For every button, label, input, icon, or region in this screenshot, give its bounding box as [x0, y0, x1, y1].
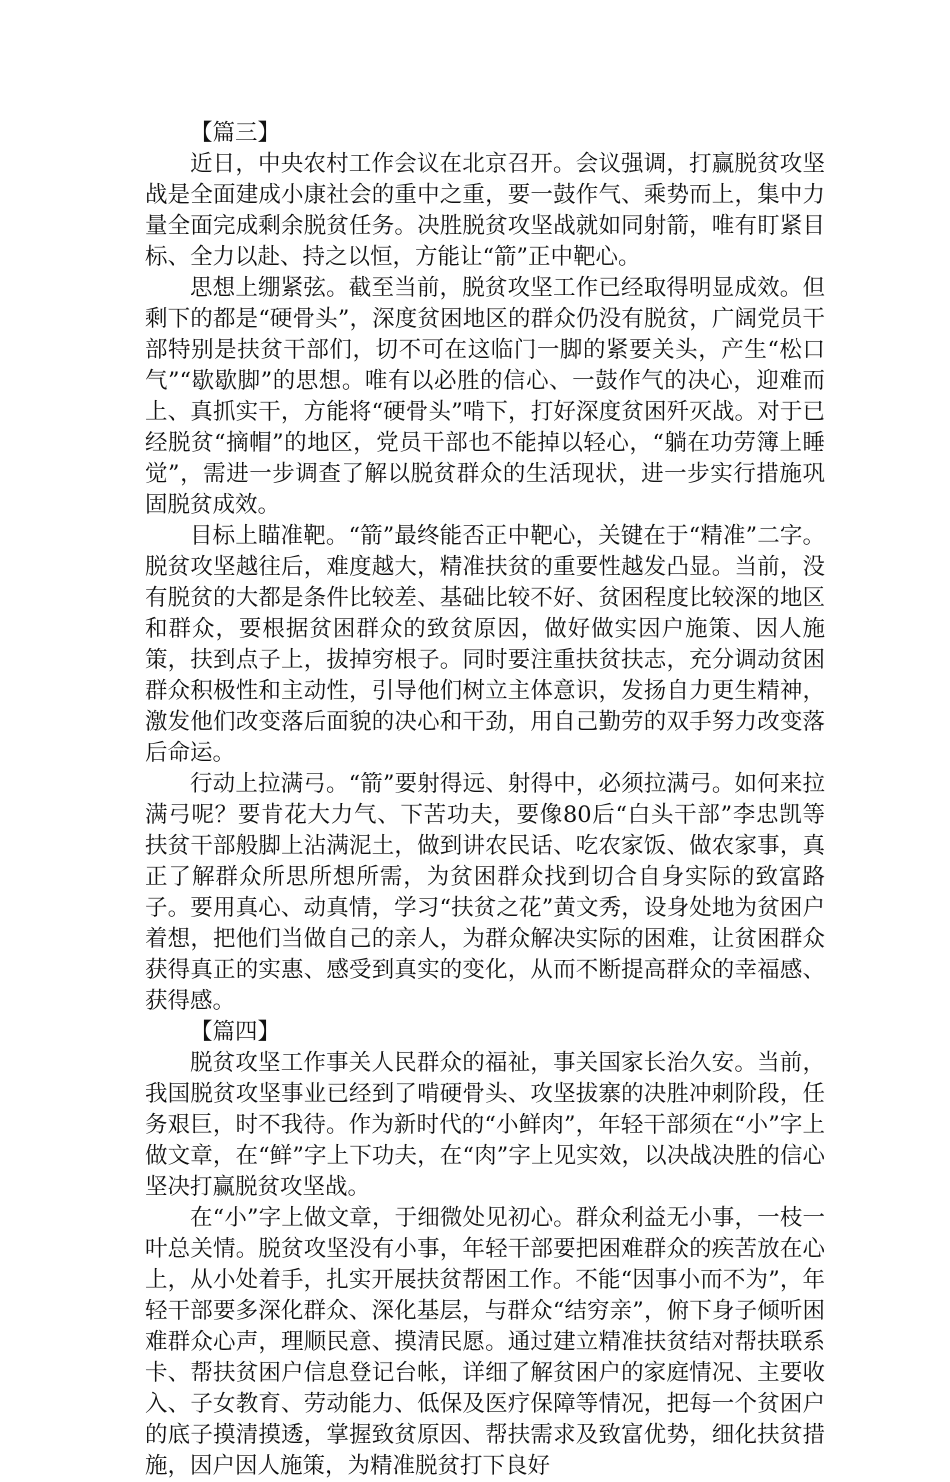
paragraph: 脱贫攻坚工作事关人民群众的福祉，事关国家长治久安。当前，我国脱贫攻坚事业已经到了啃硬骨头、攻坚拔寨的决胜冲刺阶段，任务艰巨，时不我待。作为新时代的“小鲜肉”，年轻干部须在“小”字上做文章，在“鲜”字上下功夫，在“肉”字上见实效，以决战决胜的信心坚决打赢脱贫攻坚战。 [145, 1050, 825, 1200]
section-4 [145, 1017, 825, 1482]
paragraph: 思想上绷紧弦。截至当前，脱贫攻坚工作已经取得明显成效。但剩下的都是“硬骨头”，深度贫困地区的群众仍没有脱贫，广阔党员干部特别是扶贫干部们，切不可在这临门一脚的紧要关头，产生“松口气”“歇歇脚”的思想。唯有以必胜的信心、一鼓作气的决心，迎难而上、真抓实干，方能将“硬骨头”啃下，打好深度贫困歼灭战。对于已经脱贫“摘帽”的地区，党员干部也不能掉以轻心，“躺在功劳簿上睡觉”，需进一步调查了解以脱贫群众的生活现状，进一步实行措施巩固脱贫成效。 [145, 275, 825, 518]
section-3 [145, 118, 825, 1017]
paragraph: 近日，中央农村工作会议在北京召开。会议强调，打赢脱贫攻坚战是全面建成小康社会的重中之重，要一鼓作气、乘势而上，集中力量全面完成剩余脱贫任务。决胜脱贫攻坚战就如同射箭，唯有盯紧目标、全力以赴、持之以恒，方能让“箭”正中靶心。 [145, 151, 825, 270]
paragraph: 在“小”字上做文章，于细微处见初心。群众利益无小事，一枝一叶总关情。脱贫攻坚没有小事，年轻干部要把困难群众的疾苦放在心上，从小处着手，扎实开展扶贫帮困工作。不能“因事小而不为”，年轻干部要多深化群众、深化基层，与群众“结穷亲”，俯下身子倾听困难群众心声，理顺民意、摸清民愿。通过建立精准扶贫结对帮扶联系卡、帮扶贫困户信息登记台帐，详细了解贫困户的家庭情况、主要收入、子女教育、劳动能力、低保及医疗保障等情况，把每一个贫困户的底子摸清摸透，掌握致贫原因、帮扶需求及致富优势，细化扶贫措施，因户因人施策，为精准脱贫打下良好 [145, 1205, 825, 1479]
section-heading: 【篇三】 [190, 120, 281, 146]
paragraph: 目标上瞄准靶。“箭”最终能否正中靶心，关键在于“精准”二字。脱贫攻坚越往后，难度越大，精准扶贫的重要性越发凸显。当前，没有脱贫的大都是条件比较差、基础比较不好、贫困程度比较深的地区和群众，要根据贫困群众的致贫原因，做好做实因户施策、因人施策，扶到点子上，拔掉穷根子。同时要注重扶贫扶志，充分调动贫困群众积极性和主动性，引导他们树立主体意识，发扬自力更生精神，激发他们改变落后面貌的决心和干劲，用自己勤劳的双手努力改变落后命运。 [145, 523, 825, 766]
document-page [145, 118, 825, 1482]
section-heading: 【篇四】 [190, 1019, 281, 1045]
paragraph: 行动上拉满弓。“箭”要射得远、射得中，必须拉满弓。如何来拉满弓呢？要肯花大力气、下苦功夫，要像80后“白头干部”李忠凯等扶贫干部般脚上沾满泥土，做到讲农民话、吃农家饭、做农家事，真正了解群众所思所想所需，为贫困群众找到切合自身实际的致富路子。要用真心、动真情，学习“扶贫之花”黄文秀，设身处地为贫困户着想，把他们当做自己的亲人，为群众解决实际的困难，让贫困群众获得真正的实惠、感受到真实的变化，从而不断提高群众的幸福感、获得感。 [145, 771, 825, 1014]
